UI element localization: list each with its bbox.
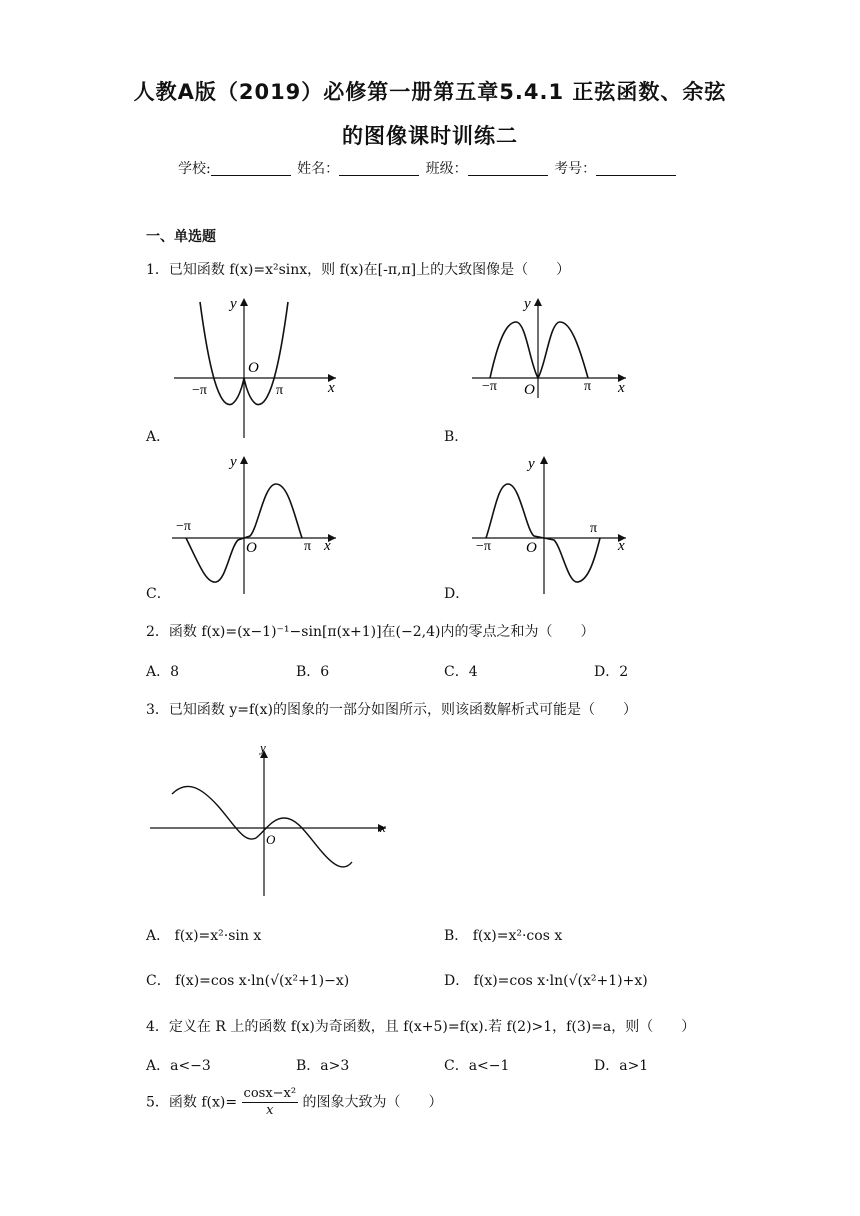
- q4-option-a: A．a<−3: [146, 1058, 211, 1074]
- question-5-stem: [146, 1086, 443, 1119]
- name-label: 姓名：: [297, 161, 340, 177]
- q1b-x-label: x: [618, 380, 625, 396]
- class-blank: [468, 161, 548, 176]
- q1a-pi-label: π: [276, 383, 284, 398]
- q5-stem-prefix: 5．函数 f(x)=: [146, 1094, 238, 1111]
- q1c-neg-pi-label: −π: [176, 519, 191, 534]
- q1b-pi-label: π: [584, 379, 592, 394]
- school-blank: [211, 161, 291, 176]
- question-2-stem: 2．函数 f(x)=(x−1)⁻¹−sin[π(x+1)]在(−2,4)内的零点之和为（ ）: [146, 624, 595, 640]
- q1a-origin-label: O: [248, 360, 259, 376]
- q1-graph-b: [468, 292, 638, 402]
- q2-option-a: A．8: [146, 664, 180, 680]
- q3-y-label: y: [260, 740, 266, 755]
- school-label: 学校:: [178, 161, 211, 177]
- section-title: 一、单选题: [146, 229, 216, 245]
- q1a-neg-pi-label: −π: [192, 383, 207, 398]
- q3-option-d: D． f(x)=cos x·ln(√(x²+1)+x): [444, 973, 648, 989]
- q5-numerator: cosx−x²: [243, 1086, 297, 1101]
- class-label: 班级：: [425, 161, 468, 177]
- q1b-y-label: y: [524, 296, 531, 312]
- q1c-y-label: y: [230, 454, 237, 470]
- question-3-stem: 3．已知函数 y=f(x)的图象的一部分如图所示，则该函数解析式可能是（ ）: [146, 702, 637, 718]
- q1-label-d: D．: [444, 586, 470, 602]
- q1c-pi-label: π: [304, 539, 312, 554]
- number-label: 考号：: [554, 161, 597, 177]
- q1a-y-label: y: [230, 296, 237, 312]
- question-4-stem: 4．定义在 R 上的函数 f(x)为奇函数，且 f(x+5)=f(x).若 f(2)>1，f(3)=a，则（ ）: [146, 1019, 696, 1035]
- page-title-line2: 的图像课时训练二: [342, 124, 518, 148]
- question-1-stem: 1．已知函数 f(x)=x²sinx，则 f(x)在[-π,π]上的大致图像是（ ）: [146, 262, 571, 278]
- q1d-x-label: x: [618, 538, 625, 554]
- q4-option-b: B．a>3: [296, 1058, 350, 1074]
- q3-origin-label: O: [266, 832, 276, 847]
- q5-fraction: [242, 1086, 299, 1119]
- q1d-y-label: y: [528, 456, 535, 472]
- q4-option-c: C．a<−1: [444, 1058, 510, 1074]
- q5-denominator: x: [266, 1103, 274, 1118]
- q1d-neg-pi-label: −π: [476, 539, 491, 554]
- student-info-row: [178, 158, 678, 178]
- q2-option-c: C．4: [444, 664, 478, 680]
- q3-graph: [146, 740, 396, 900]
- number-blank: [596, 161, 676, 176]
- q1b-origin-label: O: [524, 382, 535, 398]
- q1c-origin-label: O: [246, 540, 257, 556]
- q2-option-b: B．6: [296, 664, 330, 680]
- q3-x-label: x: [380, 820, 386, 835]
- q1-graph-a: [168, 292, 348, 442]
- q1-graph-c: [168, 452, 348, 597]
- q1-graph-d: [468, 452, 638, 597]
- name-blank: [339, 161, 419, 176]
- q1-label-b: B．: [444, 429, 469, 445]
- q3-option-a: A． f(x)=x²·sin x: [146, 928, 262, 944]
- q1a-x-label: x: [328, 380, 335, 396]
- q1c-x-label: x: [324, 538, 331, 554]
- q4-option-d: D．a>1: [594, 1058, 649, 1074]
- q1d-origin-label: O: [526, 540, 537, 556]
- q2-option-d: D．2: [594, 664, 629, 680]
- q1-label-c: C．: [146, 586, 171, 602]
- page-title-line1: 人教A版（2019）必修第一册第五章5.4.1 正弦函数、余弦: [133, 80, 727, 104]
- q3-option-c: C． f(x)=cos x·ln(√(x²+1)−x): [146, 973, 350, 989]
- q5-stem-suffix: 的图象大致为（ ）: [302, 1094, 443, 1111]
- q1d-pi-label: π: [590, 521, 598, 536]
- q1-label-a: A．: [146, 429, 171, 445]
- q1b-neg-pi-label: −π: [482, 379, 497, 394]
- q3-option-b: B． f(x)=x²·cos x: [444, 928, 563, 944]
